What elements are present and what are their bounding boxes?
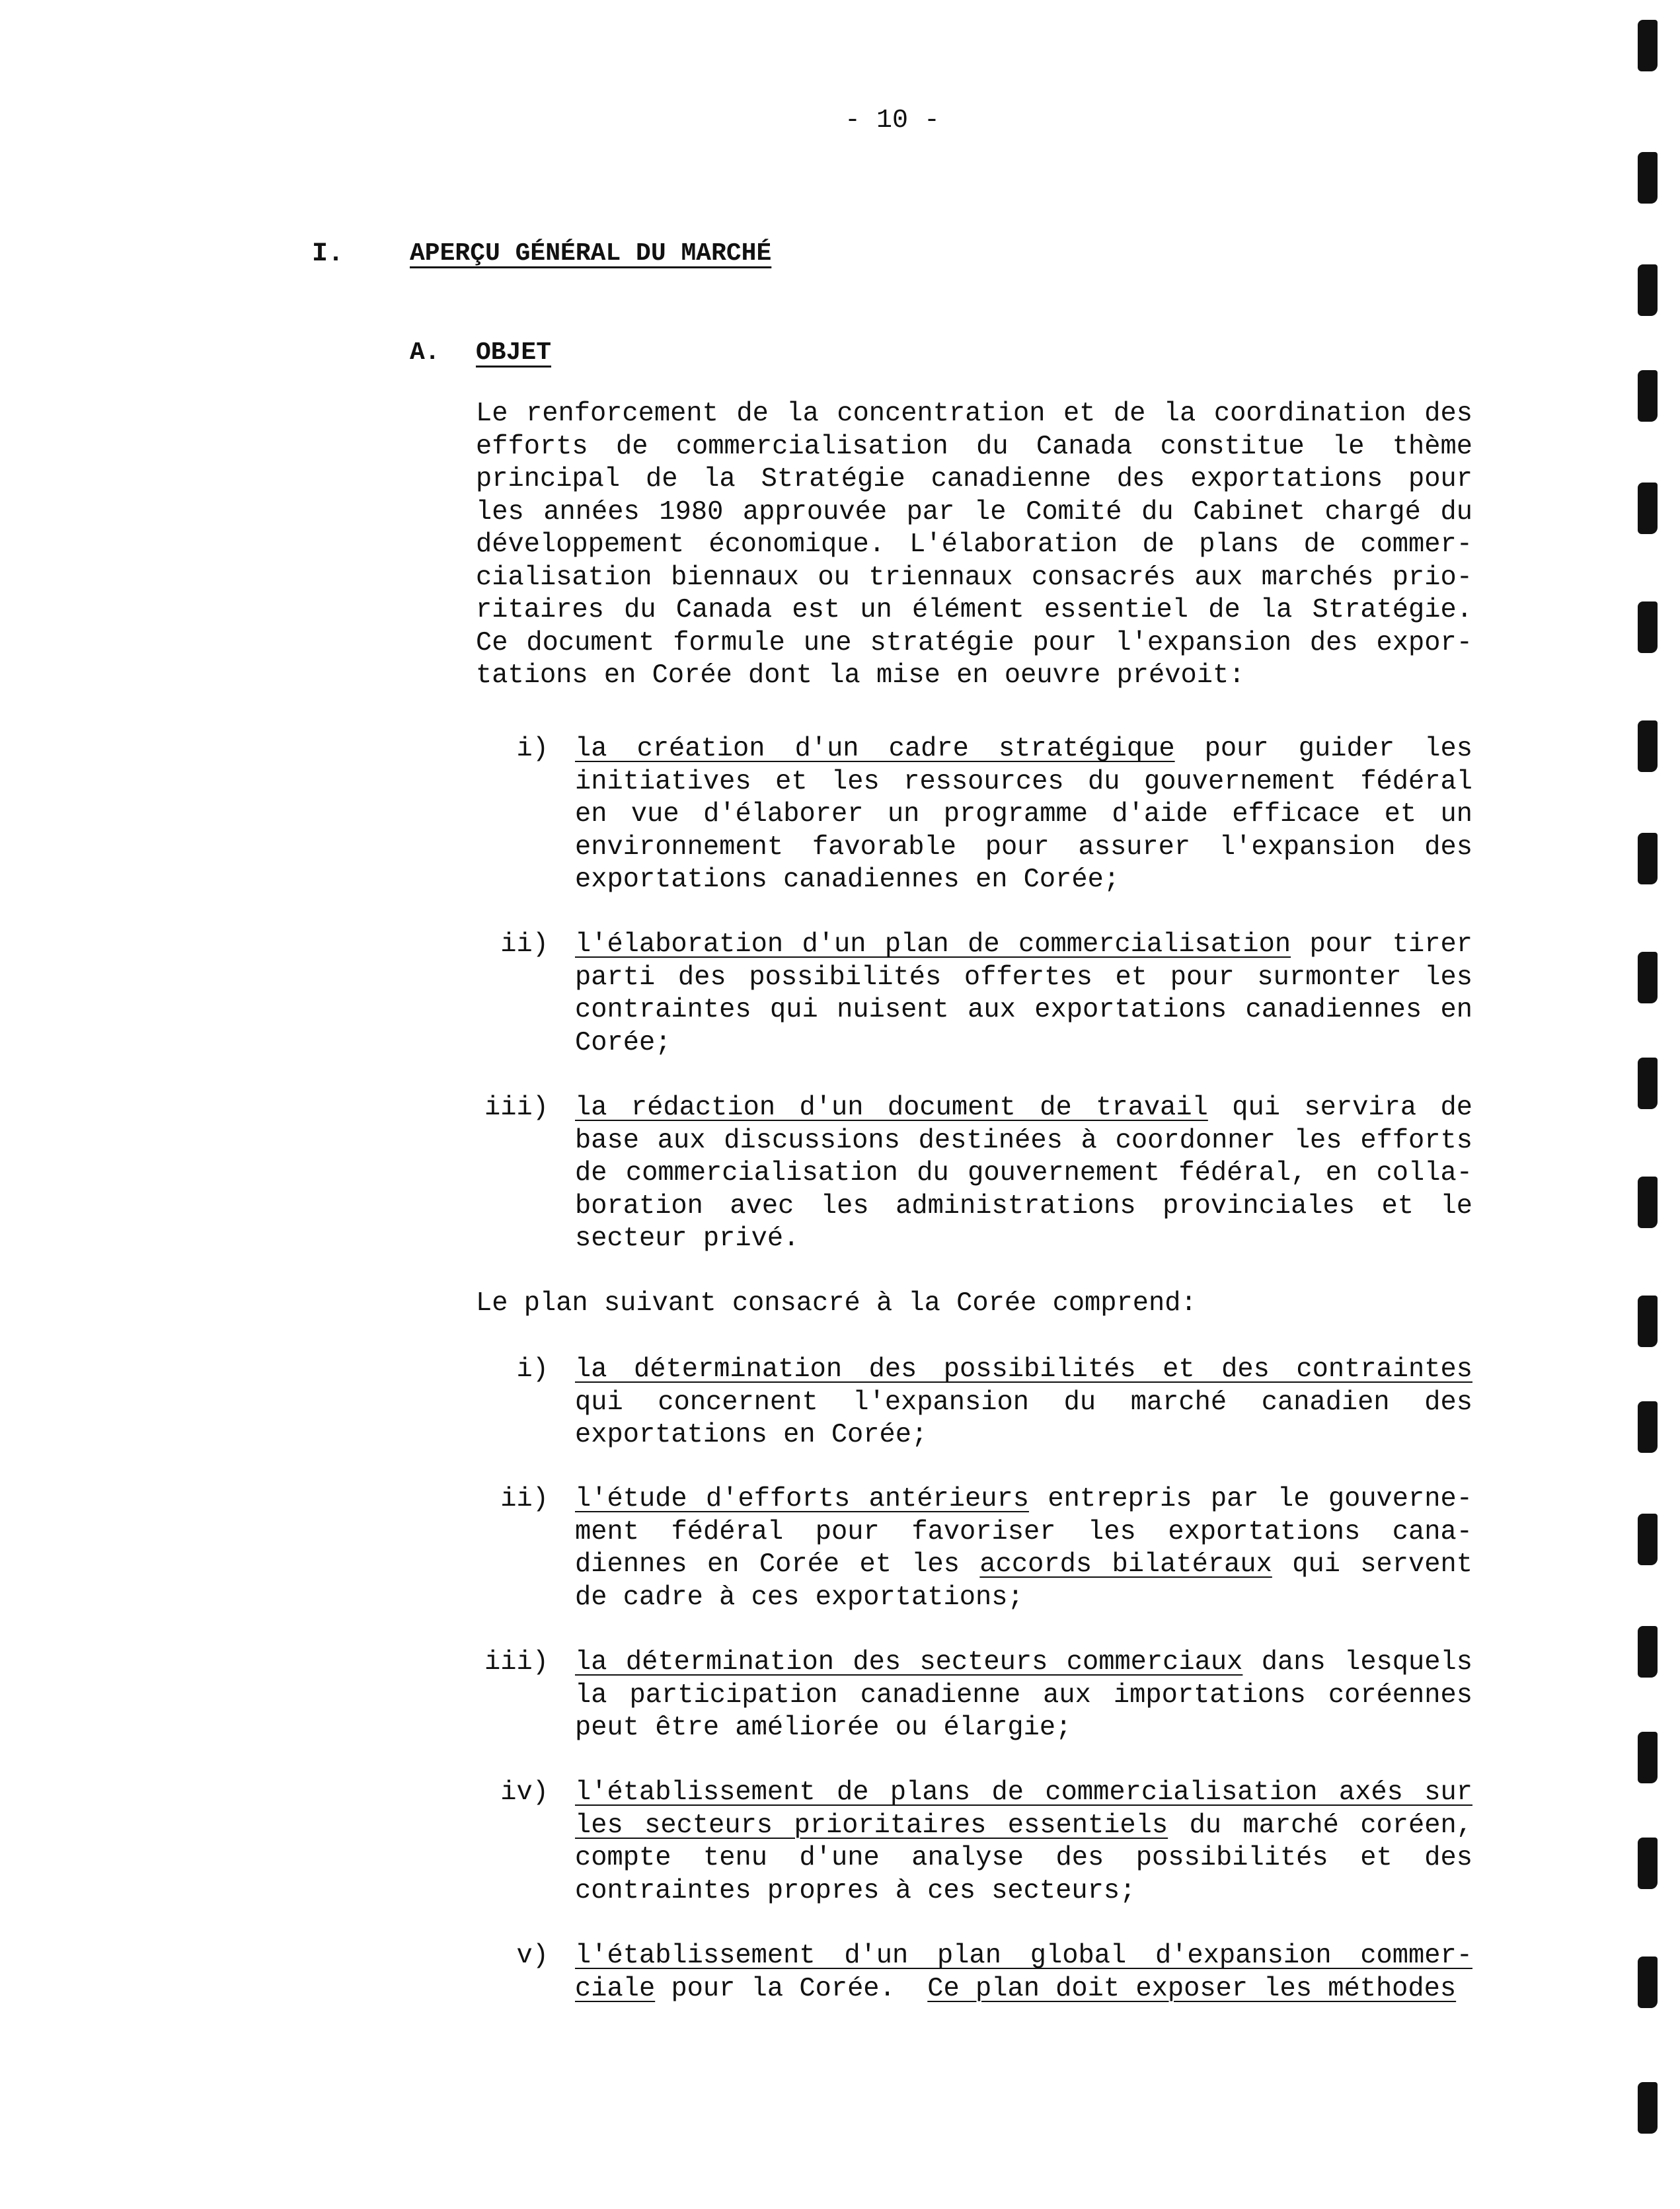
binding-hole-mark <box>1638 483 1658 534</box>
list-item-line <box>575 1027 1472 1060</box>
section-title: APERÇU GÉNÉRAL DU MARCHÉ <box>410 239 772 268</box>
binding-hole-mark <box>1638 1732 1658 1783</box>
paragraph-line: développement économique. L'élaboration de plans de commer- <box>476 529 1472 560</box>
subsection-title: OBJET <box>476 338 552 367</box>
paragraph-line: ritaires du Canada est un élément essentiel de la Stratégie. <box>476 595 1472 625</box>
underlined-phrase: les secteurs prioritaires essentiels <box>575 1810 1168 1841</box>
paragraph-line: tations en Corée dont la mise en oeuvre prévoit: <box>476 660 1245 691</box>
text-run: initiatives et les ressources du gouvernement fédéral <box>575 766 1472 797</box>
text-run: entrepris par le gouverne- <box>1028 1484 1472 1514</box>
list-item-line <box>575 1940 1472 1973</box>
text-run: pour la Corée. <box>655 1973 928 2004</box>
underlined-phrase: l'élaboration d'un plan de commercialisation <box>575 929 1291 960</box>
paragraph-line: Ce document formule une stratégie pour l'expansion des expor- <box>476 627 1472 658</box>
text-run: compte tenu d'une analyse des possibilités et des <box>575 1843 1472 1873</box>
list-item-line <box>575 1387 1472 1420</box>
text-run: pour guider les <box>1174 734 1472 764</box>
list-item-line <box>575 1842 1472 1875</box>
list-item-line <box>575 1516 1472 1549</box>
list-item-line <box>575 1125 1472 1158</box>
list-item-line <box>575 864 1472 897</box>
binding-hole-mark <box>1638 1296 1658 1347</box>
text-run: dans lesquels <box>1242 1647 1472 1678</box>
list-item-text <box>575 733 1472 897</box>
list-item-line <box>575 1157 1472 1190</box>
binding-hole-mark <box>1638 1177 1658 1228</box>
list-item-text <box>575 1354 1472 1452</box>
paragraph-line: principal de la Stratégie canadienne des exportations pour <box>476 464 1472 494</box>
list-item-label: iv) <box>500 1777 549 1808</box>
binding-hole-mark <box>1638 720 1658 772</box>
underlined-phrase: l'établissement d'un plan global d'expansion commer- <box>575 1941 1472 1971</box>
list-item-label: i) <box>516 1354 549 1385</box>
paragraph-line: Le renforcement de la concentration et de la coordination des <box>476 399 1472 429</box>
text-run: la participation canadienne aux importations coréennes <box>575 1680 1472 1711</box>
list-item-text <box>575 1647 1472 1745</box>
text-run: base aux discussions destinées à coordonner les efforts <box>575 1125 1472 1156</box>
list-item-label: ii) <box>500 1484 549 1514</box>
binding-hole-mark <box>1638 1838 1658 1889</box>
binding-hole-mark <box>1638 2082 1658 2134</box>
text-run: du marché coréen, <box>1168 1810 1472 1841</box>
list-item-line <box>575 1777 1472 1810</box>
subsection-letter: A. <box>410 338 440 367</box>
list-item-line <box>575 766 1472 799</box>
text-run: exportations en Corée; <box>575 1420 928 1450</box>
list-item-label: iii) <box>484 1093 549 1123</box>
text-run: exportations canadiennes en Corée; <box>575 865 1120 895</box>
paragraph-line: cialisation biennaux ou triennaux consacrés aux marchés prio- <box>476 562 1472 593</box>
text-run: diennes en Corée et les <box>575 1549 980 1580</box>
paragraph-line: efforts de commercialisation du Canada constitue le thème <box>476 431 1472 462</box>
list-item-line <box>575 1647 1472 1680</box>
text-run: environnement favorable pour assurer l'expansion des <box>575 832 1472 863</box>
list-item-line <box>575 994 1472 1027</box>
list-item-line <box>575 1712 1472 1745</box>
underlined-phrase: la création d'un cadre stratégique <box>575 734 1175 764</box>
intro-paragraph <box>476 398 1472 693</box>
underlined-phrase: la rédaction d'un document de travail <box>575 1093 1208 1123</box>
list-item-text <box>575 929 1472 1060</box>
list-item-label: i) <box>516 734 549 764</box>
list-item-text <box>575 1940 1472 2005</box>
text-run: pour tirer <box>1291 929 1472 960</box>
binding-hole-mark <box>1638 264 1658 316</box>
text-run: boration avec les administrations provinciales et le <box>575 1190 1472 1221</box>
binding-hole-mark <box>1638 833 1658 884</box>
page-number: - 10 - <box>844 106 940 136</box>
text-run: parti des possibilités offertes et pour surmonter les <box>575 962 1472 993</box>
list-item-line <box>575 1875 1472 1908</box>
paragraph-line: Le plan suivant consacré à la Corée comprend: <box>476 1288 1197 1319</box>
text-run: Corée; <box>575 1027 671 1058</box>
underlined-phrase: l'étude d'efforts antérieurs <box>575 1484 1029 1514</box>
binding-hole-mark <box>1638 370 1658 422</box>
binding-hole-mark <box>1638 152 1658 204</box>
underlined-phrase: ciale <box>575 1973 656 2004</box>
binding-hole-mark <box>1638 1957 1658 2008</box>
text-run: contraintes qui nuisent aux exportations canadiennes en <box>575 995 1472 1025</box>
list-item-label: v) <box>516 1941 549 1971</box>
underlined-phrase: Ce plan doit exposer les méthodes <box>927 1973 1457 2004</box>
text-run: secteur privé. <box>575 1223 800 1254</box>
list-item-text <box>575 1483 1472 1614</box>
list-item-line <box>575 733 1472 766</box>
text-run: qui servira de <box>1207 1093 1473 1123</box>
plan-intro-paragraph <box>476 1288 1472 1321</box>
text-run: contraintes propres à ces secteurs; <box>575 1875 1136 1906</box>
list-item-text <box>575 1777 1472 1908</box>
list-item-label: ii) <box>500 929 549 960</box>
list-item-line <box>575 1092 1472 1125</box>
list-item-text <box>575 1092 1472 1256</box>
list-item-line <box>575 1810 1472 1843</box>
list-item-label: iii) <box>484 1647 549 1678</box>
binding-hole-mark <box>1638 1401 1658 1453</box>
list-item-line <box>575 929 1472 962</box>
underlined-phrase: l'établissement de plans de commercialisation axés sur <box>575 1777 1472 1808</box>
list-item-line <box>575 1549 1472 1582</box>
text-run: de commercialisation du gouvernement fédéral, en colla- <box>575 1158 1472 1188</box>
section-number: I. <box>312 239 344 269</box>
list-item-line <box>575 1354 1472 1387</box>
list-item-line <box>575 1419 1472 1452</box>
paragraph-line: les années 1980 approuvée par le Comité du Cabinet chargé du <box>476 496 1472 527</box>
underlined-phrase: la détermination des secteurs commerciaux <box>575 1647 1243 1678</box>
list-item-line <box>575 1582 1472 1615</box>
list-item-line <box>575 1483 1472 1516</box>
binding-hole-mark <box>1638 20 1658 71</box>
binding-hole-mark <box>1638 1058 1658 1109</box>
list-item-line <box>575 1223 1472 1256</box>
binding-hole-mark <box>1638 1514 1658 1565</box>
text-run: peut être améliorée ou élargie; <box>575 1713 1072 1743</box>
list-item-line <box>575 1190 1472 1223</box>
list-item-line <box>575 798 1472 832</box>
text-run: en vue d'élaborer un programme d'aide efficace et un <box>575 799 1472 830</box>
list-item-line <box>575 1680 1472 1713</box>
underlined-phrase: la détermination des possibilités et des contraintes <box>575 1354 1472 1385</box>
binding-hole-mark <box>1638 1626 1658 1678</box>
binding-hole-mark <box>1638 952 1658 1003</box>
text-run: qui servent <box>1272 1549 1472 1580</box>
text-run: de cadre à ces exportations; <box>575 1582 1024 1613</box>
list-item-line <box>575 962 1472 995</box>
underlined-phrase: accords bilatéraux <box>979 1549 1272 1580</box>
text-run: ment fédéral pour favoriser les exportations cana- <box>575 1516 1472 1547</box>
list-item-line <box>575 832 1472 865</box>
binding-hole-mark <box>1638 601 1658 653</box>
text-run: qui concernent l'expansion du marché canadien des <box>575 1387 1472 1418</box>
list-item-line <box>575 1973 1472 2006</box>
